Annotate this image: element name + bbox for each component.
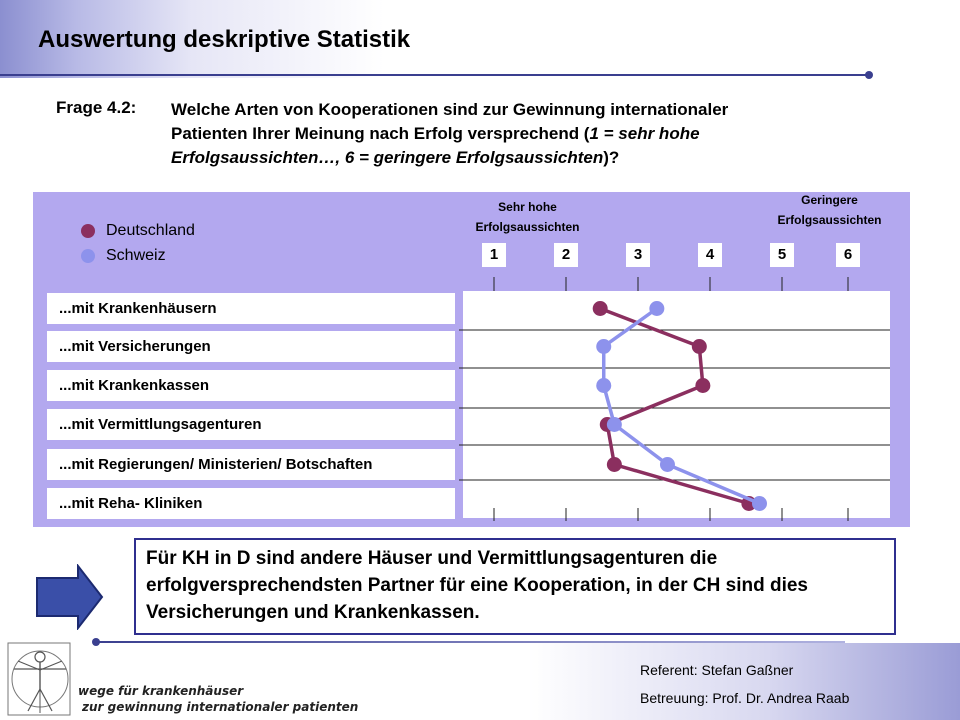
scale-box-6: 6 <box>836 243 860 267</box>
question-line-3-a: Erfolgsaussichten…, 6 = geringere Erfolgsaussichten <box>171 148 604 167</box>
scale-head-low-line-1: Geringere <box>801 193 858 207</box>
row-label-2: ...mit Versicherungen <box>47 331 455 362</box>
point-schweiz-6 <box>752 496 767 511</box>
row-label-6: ...mit Reha- Kliniken <box>47 488 455 519</box>
scale-head-high-line-2: Erfolgsaussichten <box>475 220 580 234</box>
scale-head-low-line-2: Erfolgsaussichten <box>777 213 882 227</box>
question-line-2-b: 1 = sehr hohe <box>589 124 700 143</box>
question-label: Frage 4.2: <box>56 98 137 117</box>
point-schweiz-5 <box>660 457 675 472</box>
row-label-3: ...mit Krankenkassen <box>47 370 455 401</box>
question-line-2-a: Patienten Ihrer Meinung nach Erfolg versprechend ( <box>171 124 590 143</box>
scale-box-3: 3 <box>626 243 650 267</box>
scale-head-high-line-1: Sehr hohe <box>498 200 557 214</box>
logo-line-1: wege für krankenhäuser <box>78 684 244 698</box>
footer-rule <box>95 641 845 643</box>
scale-box-2: 2 <box>554 243 578 267</box>
row-label-4: ...mit Vermittlungsagenturen <box>47 409 455 440</box>
vitruvian-logo-icon <box>4 641 84 719</box>
legend-label-deutschland: Deutschland <box>106 222 195 239</box>
arrow-right-icon <box>36 564 106 630</box>
point-schweiz-4 <box>607 417 622 432</box>
footer-referent: Referent: Stefan Gaßner <box>640 662 794 678</box>
scale-box-5: 5 <box>770 243 794 267</box>
question-line-3-b: )? <box>603 148 620 167</box>
point-schweiz-1 <box>649 301 664 316</box>
footer-betreuung: Betreuung: Prof. Dr. Andrea Raab <box>640 690 850 706</box>
conclusion-box: Für KH in D sind andere Häuser und Vermittlungsagenturen die erfolgversprechendsten Partner für eine Kooperation, in der CH sind dies Versicherungen und Krankenkassen. <box>134 538 896 635</box>
footer-rule-dot <box>92 638 100 646</box>
question-line-1: Welche Arten von Kooperationen sind zur Gewinnung internationaler <box>171 100 729 119</box>
scale-box-1: 1 <box>482 243 506 267</box>
point-deutschland-5 <box>607 457 622 472</box>
row-label-1: ...mit Krankenhäusern <box>47 293 455 324</box>
point-schweiz-2 <box>596 339 611 354</box>
point-deutschland-2 <box>692 339 707 354</box>
row-label-5: ...mit Regierungen/ Ministerien/ Botschaften <box>47 449 455 480</box>
point-deutschland-1 <box>593 301 608 316</box>
scale-box-4: 4 <box>698 243 722 267</box>
point-schweiz-3 <box>596 378 611 393</box>
logo-line-2: zur gewinnung internationaler patienten <box>82 700 359 714</box>
legend-label-schweiz: Schweiz <box>106 247 166 264</box>
point-deutschland-3 <box>695 378 710 393</box>
slide-title: Auswertung deskriptive Statistik <box>38 26 411 53</box>
